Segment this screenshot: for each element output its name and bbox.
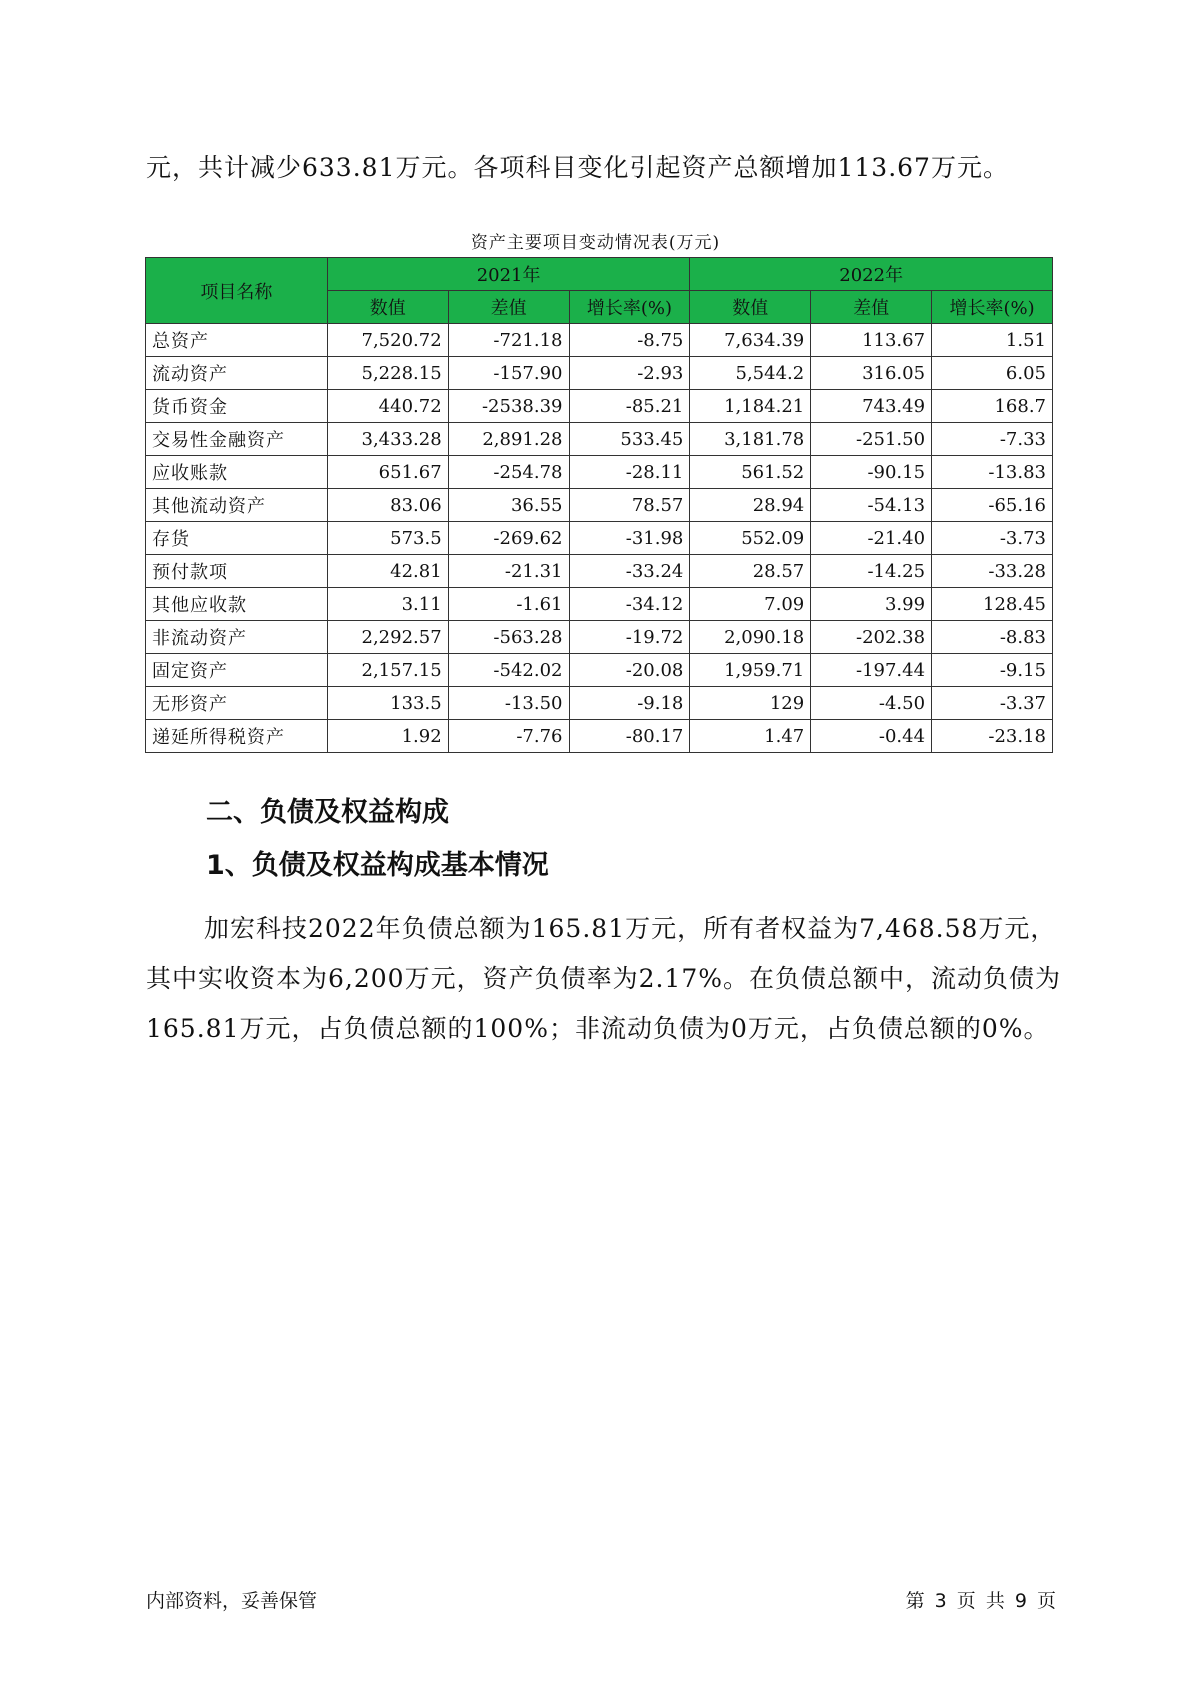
row-value-cell: -721.18	[448, 324, 569, 357]
row-value-cell: -3.73	[932, 522, 1053, 555]
row-item-name: 总资产	[146, 324, 328, 357]
table-row	[146, 489, 1053, 522]
row-item-name: 其他流动资产	[146, 489, 328, 522]
row-value-cell: -7.33	[932, 423, 1053, 456]
row-value-cell: -31.98	[569, 522, 690, 555]
row-value-cell: -2538.39	[448, 390, 569, 423]
table-row	[146, 390, 1053, 423]
row-value-cell: 3.11	[327, 588, 448, 621]
row-item-name: 交易性金融资产	[146, 423, 328, 456]
row-value-cell: 133.5	[327, 687, 448, 720]
table-row	[146, 456, 1053, 489]
row-value-cell: -85.21	[569, 390, 690, 423]
year-header-2021: 2021年	[327, 258, 690, 291]
row-value-cell: -269.62	[448, 522, 569, 555]
row-value-cell: -34.12	[569, 588, 690, 621]
row-value-cell: -4.50	[811, 687, 932, 720]
row-value-cell: -20.08	[569, 654, 690, 687]
row-value-cell: 651.67	[327, 456, 448, 489]
sub-header-growth: 增长率(%)	[932, 291, 1053, 324]
row-value-cell: -9.15	[932, 654, 1053, 687]
table-row	[146, 621, 1053, 654]
row-value-cell: -80.17	[569, 720, 690, 753]
row-value-cell: 743.49	[811, 390, 932, 423]
row-value-cell: 36.55	[448, 489, 569, 522]
year-header-2022: 2022年	[690, 258, 1053, 291]
row-value-cell: -33.24	[569, 555, 690, 588]
row-value-cell: -157.90	[448, 357, 569, 390]
item-name-header: 项目名称	[146, 258, 328, 324]
sub-header-diff: 差值	[448, 291, 569, 324]
row-value-cell: -2.93	[569, 357, 690, 390]
row-value-cell: -21.31	[448, 555, 569, 588]
row-value-cell: 2,090.18	[690, 621, 811, 654]
assets-change-table	[145, 257, 1053, 753]
row-item-name: 非流动资产	[146, 621, 328, 654]
row-value-cell: 1.47	[690, 720, 811, 753]
table-row	[146, 720, 1053, 753]
row-value-cell: -90.15	[811, 456, 932, 489]
row-value-cell: -3.37	[932, 687, 1053, 720]
table-row	[146, 324, 1053, 357]
row-value-cell: -7.76	[448, 720, 569, 753]
sub-header-diff: 差值	[811, 291, 932, 324]
table-row	[146, 555, 1053, 588]
table-row	[146, 654, 1053, 687]
sub-header-value: 数值	[690, 291, 811, 324]
row-value-cell: 2,292.57	[327, 621, 448, 654]
section-heading: 二、负债及权益构成	[206, 797, 449, 828]
row-value-cell: -28.11	[569, 456, 690, 489]
row-item-name: 存货	[146, 522, 328, 555]
row-value-cell: -13.83	[932, 456, 1053, 489]
row-item-name: 固定资产	[146, 654, 328, 687]
footer-page-number: 第 3 页 共 9 页	[905, 1590, 1056, 1612]
row-value-cell: -33.28	[932, 555, 1053, 588]
table-body	[146, 324, 1053, 753]
row-value-cell: 83.06	[327, 489, 448, 522]
table-row	[146, 423, 1053, 456]
row-value-cell: -563.28	[448, 621, 569, 654]
row-value-cell: 552.09	[690, 522, 811, 555]
row-value-cell: 168.7	[932, 390, 1053, 423]
row-value-cell: -13.50	[448, 687, 569, 720]
row-item-name: 其他应收款	[146, 588, 328, 621]
row-value-cell: 316.05	[811, 357, 932, 390]
row-value-cell: -542.02	[448, 654, 569, 687]
subsection-heading: 1、负债及权益构成基本情况	[206, 850, 549, 881]
row-value-cell: -1.61	[448, 588, 569, 621]
row-value-cell: -202.38	[811, 621, 932, 654]
row-value-cell: 1.92	[327, 720, 448, 753]
row-item-name: 应收账款	[146, 456, 328, 489]
row-value-cell: -254.78	[448, 456, 569, 489]
row-value-cell: -0.44	[811, 720, 932, 753]
row-value-cell: 3,433.28	[327, 423, 448, 456]
row-value-cell: 2,891.28	[448, 423, 569, 456]
row-value-cell: 533.45	[569, 423, 690, 456]
row-value-cell: 561.52	[690, 456, 811, 489]
row-value-cell: 6.05	[932, 357, 1053, 390]
row-value-cell: -9.18	[569, 687, 690, 720]
row-value-cell: 1,184.21	[690, 390, 811, 423]
row-value-cell: -8.75	[569, 324, 690, 357]
row-value-cell: 78.57	[569, 489, 690, 522]
sub-header-growth: 增长率(%)	[569, 291, 690, 324]
row-value-cell: 129	[690, 687, 811, 720]
row-value-cell: -21.40	[811, 522, 932, 555]
row-value-cell: 573.5	[327, 522, 448, 555]
row-value-cell: 28.57	[690, 555, 811, 588]
row-value-cell: 3.99	[811, 588, 932, 621]
table-caption: 资产主要项目变动情况表(万元)	[470, 233, 721, 253]
row-value-cell: 2,157.15	[327, 654, 448, 687]
row-value-cell: 440.72	[327, 390, 448, 423]
intro-paragraph: 元，共计减少633.81万元。各项科目变化引起资产总额增加113.67万元。	[146, 153, 1009, 182]
row-value-cell: 1,959.71	[690, 654, 811, 687]
row-value-cell: 28.94	[690, 489, 811, 522]
row-item-name: 递延所得税资产	[146, 720, 328, 753]
table-row	[146, 522, 1053, 555]
row-value-cell: -54.13	[811, 489, 932, 522]
row-value-cell: -251.50	[811, 423, 932, 456]
row-item-name: 流动资产	[146, 357, 328, 390]
row-value-cell: 5,228.15	[327, 357, 448, 390]
row-value-cell: -23.18	[932, 720, 1053, 753]
row-value-cell: -197.44	[811, 654, 932, 687]
row-value-cell: -65.16	[932, 489, 1053, 522]
row-value-cell: -8.83	[932, 621, 1053, 654]
row-value-cell: -19.72	[569, 621, 690, 654]
sub-header-value: 数值	[327, 291, 448, 324]
row-value-cell: 1.51	[932, 324, 1053, 357]
footer-confidential-note: 内部资料，妥善保管	[146, 1590, 318, 1612]
row-value-cell: -14.25	[811, 555, 932, 588]
table-row	[146, 357, 1053, 390]
row-value-cell: 5,544.2	[690, 357, 811, 390]
row-item-name: 预付款项	[146, 555, 328, 588]
table-row	[146, 588, 1053, 621]
row-value-cell: 3,181.78	[690, 423, 811, 456]
row-value-cell: 7.09	[690, 588, 811, 621]
row-value-cell: 113.67	[811, 324, 932, 357]
row-item-name: 货币资金	[146, 390, 328, 423]
row-item-name: 无形资产	[146, 687, 328, 720]
row-value-cell: 128.45	[932, 588, 1053, 621]
row-value-cell: 7,634.39	[690, 324, 811, 357]
body-paragraph: 加宏科技2022年负债总额为165.81万元，所有者权益为7,468.58万元，其中实收资本为6,200万元，资产负债率为2.17%。在负债总额中，流动负债为165.81万元，占负债总额的100%；非流动负债为0万元，占负债总额的0%。	[146, 914, 1061, 1043]
row-value-cell: 42.81	[327, 555, 448, 588]
row-value-cell: 7,520.72	[327, 324, 448, 357]
table-row	[146, 687, 1053, 720]
